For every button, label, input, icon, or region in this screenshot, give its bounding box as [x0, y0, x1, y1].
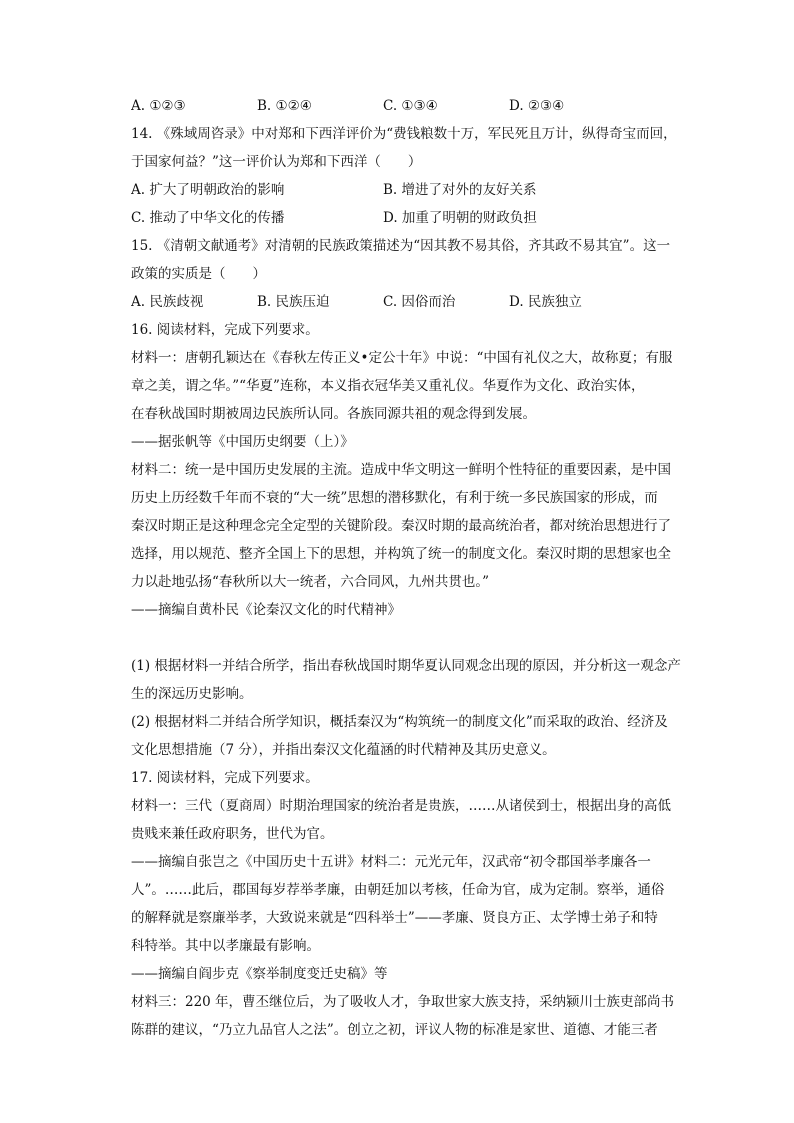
q17-material-1-line: 贵贱来兼任政府职务，世代为官。	[131, 826, 334, 842]
q16-subquestion-1-line: 生的深远历史影响。	[131, 686, 253, 702]
q16-source-1: ——据张帆等《中国历史纲要（上）》	[131, 434, 354, 450]
q15-options	[131, 288, 696, 316]
option-a: A. 民族歧视	[131, 294, 204, 310]
q15-stem-line-1: 15. 《清朝文献通考》对清朝的民族政策描述为“因其教不易其俗，齐其政不易其宜”。这一	[131, 238, 671, 254]
q15-stem-line-2: 政策的实质是（ ）	[131, 266, 266, 282]
option-b: B. ①②④	[257, 98, 312, 114]
option-a: A. 扩大了明朝政治的影响	[131, 182, 285, 198]
option-b: B. 增进了对外的友好关系	[383, 182, 537, 198]
q16-material-2-line: 力以赴地弘扬“春秋所以大一统者，六合同风，九州共贯也。”	[131, 574, 490, 590]
q13-options	[131, 92, 696, 120]
q16-source-2: ——摘编自黄朴民《论秦汉文化的时代精神》	[131, 602, 401, 618]
q17-material-1-line: 材料一：三代（夏商周）时期治理国家的统治者是贵族，……从诸侯到士，根据出身的高低	[131, 798, 671, 814]
option-c: C. 推动了中华文化的传播	[131, 210, 285, 226]
q16-subquestion-2-line: 文化思想措施（7 分），并指出秦汉文化蕴涵的时代精神及其历史意义。	[131, 742, 556, 758]
q17-source-1-material-2: ——摘编自张岂之《中国历史十五讲》材料二：元光元年，汉武帝“初令郡国举孝廉各一	[131, 854, 651, 870]
q16-material-2-line: 秦汉时期正是这种理念完全定型的关键阶段。秦汉时期的最高统治者，都对统治思想进行了	[131, 518, 671, 534]
option-b: B. 民族压迫	[257, 294, 330, 310]
option-c: C. ①③④	[383, 98, 438, 114]
q14-stem-line-1: 14. 《殊域周咨录》中对郑和下西洋评价为“费钱粮数十万，军民死且万计，纵得奇宝而回，	[131, 126, 677, 142]
blank-line	[131, 624, 696, 652]
q16-material-1-line: 材料一：唐朝孔颖达在《春秋左传正义•定公十年》中说：“中国有礼仪之大，故称夏；有服	[131, 350, 673, 366]
q17-heading: 17. 阅读材料，完成下列要求。	[131, 770, 319, 786]
q16-material-2-line: 选择，用以规范、整齐全国上下的思想，并构筑了统一的制度文化。秦汉时期的思想家也全	[131, 546, 671, 562]
q17-material-2-line: 的解释就是察廉举孝，大致说来就是“四科举士”——孝廉、贤良方正、太学博士弟子和特	[131, 910, 658, 926]
q14-options-row-1	[131, 176, 696, 204]
q17-material-2-line: 人”。……此后，郡国每岁荐举孝廉，由朝廷加以考核，任命为官，成为定制。察举，通俗	[131, 882, 665, 898]
q17-material-3-line: 材料三：220 年，曹丕继位后，为了吸收人才，争取世家大族支持，采纳颍川士族吏部尚书	[131, 994, 675, 1010]
q16-material-1-line: 章之美，谓之华。”“华夏”连称，本义指衣冠华美又重礼仪。华夏作为文化、政治实体，	[131, 378, 645, 394]
q17-material-2-line: 科特举。其中以孝廉最有影响。	[131, 938, 320, 954]
q16-material-2-line: 历史上历经数千年而不衰的“大一统”思想的潜移默化，有利于统一多民族国家的形成，而	[131, 490, 658, 506]
q16-subquestion-1-line: (1) 根据材料一并结合所学，指出春秋战国时期华夏认同观念出现的原因，并分析这一观念产	[131, 658, 681, 674]
q16-material-1-line: 在春秋战国时期被周边民族所认同。各族同源共祖的观念得到发展。	[131, 406, 536, 422]
q17-source-2: ——摘编自阎步克《察举制度变迁史稿》等	[131, 966, 388, 982]
q16-heading: 16. 阅读材料，完成下列要求。	[131, 322, 319, 338]
option-c: C. 因俗而治	[383, 294, 456, 310]
text-column	[131, 92, 696, 1044]
q16-subquestion-2-line: (2) 根据材料二并结合所学知识，概括秦汉为“构筑统一的制度文化”而采取的政治、经济及	[131, 714, 668, 730]
q14-options-row-2	[131, 204, 696, 232]
option-a: A. ①②③	[131, 98, 186, 114]
option-d: D. 加重了明朝的财政负担	[383, 210, 537, 226]
q17-material-3-line: 陈群的建议，“乃立九品官人之法”。创立之初，评议人物的标准是家世、道德、才能三者	[131, 1022, 658, 1038]
q14-stem-line-2: 于国家何益？”这一评价认为郑和下西洋（ ）	[131, 154, 422, 170]
q16-material-2-line: 材料二：统一是中国历史发展的主流。造成中华文明这一鲜明个性特征的重要因素，是中国	[131, 462, 671, 478]
option-d: D. 民族独立	[509, 294, 582, 310]
option-d: D. ②③④	[509, 98, 565, 114]
